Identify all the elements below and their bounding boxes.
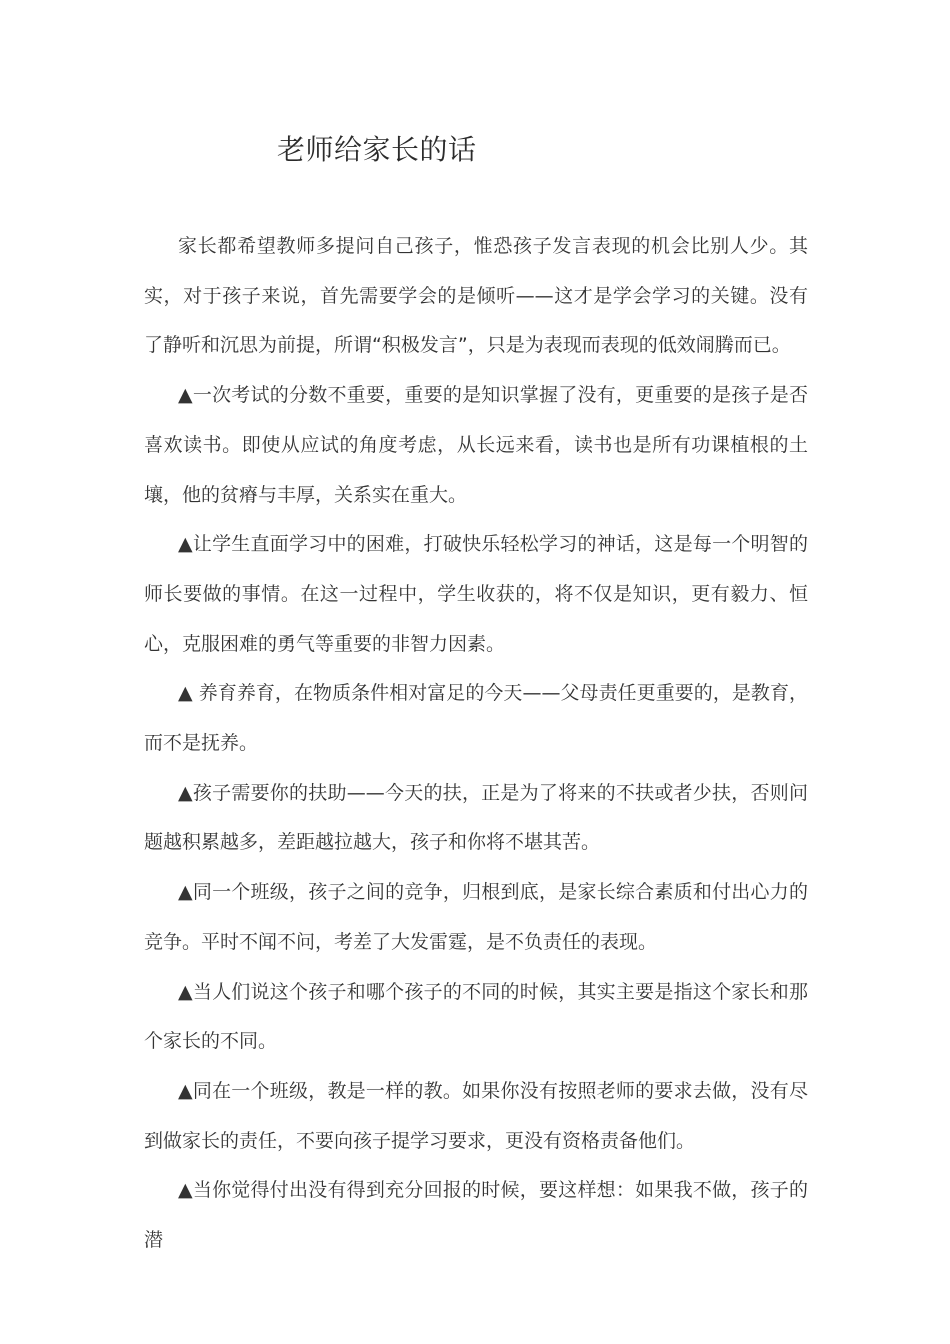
paragraph-2: ▲一次考试的分数不重要，重要的是知识掌握了没有，更重要的是孩子是否喜欢读书。即使从应试的角度考虑，从长远来看，读书也是所有功课植根的土壤，他的贫瘠与丰厚，关系实在重大。	[144, 384, 808, 506]
document-title: 老师给家长的话	[277, 133, 477, 166]
document-body	[144, 222, 808, 1266]
paragraph-1: 家长都希望教师多提问自己孩子，惟恐孩子发言表现的机会比别人少。其实，对于孩子来说，首先需要学会的是倾听——这才是学会学习的关键。没有了静听和沉思为前提，所谓“积极发言”，只是为表现而表现的低效闹腾而已。	[144, 235, 808, 357]
paragraph-4: ▲ 养育养育，在物质条件相对富足的今天——父母责任更重要的，是教育，而不是抚养。	[144, 682, 808, 755]
paragraph-7: ▲当人们说这个孩子和哪个孩子的不同的时候，其实主要是指这个家长和那个家长的不同。	[144, 980, 808, 1053]
paragraph-5: ▲孩子需要你的扶助——今天的扶，正是为了将来的不扶或者少扶，否则问题越积累越多，差距越拉越大，孩子和你将不堪其苦。	[144, 781, 808, 854]
paragraph-6: ▲同一个班级，孩子之间的竞争，归根到底，是家长综合素质和付出心力的竞争。平时不闻不问，考差了大发雷霆，是不负责任的表现。	[144, 881, 808, 953]
paragraph-8: ▲同在一个班级，教是一样的教。如果你没有按照老师的要求去做，没有尽到做家长的责任，不要向孩子提学习要求，更没有资格责备他们。	[144, 1079, 808, 1152]
paragraph-9: ▲当你觉得付出没有得到充分回报的时候，要这样想：如果我不做，孩子的潜	[144, 1179, 808, 1252]
paragraph-3: ▲让学生直面学习中的困难，打破快乐轻松学习的神话，这是每一个明智的师长要做的事情。在这一过程中，学生收获的，将不仅是知识，更有毅力、恒心，克服困难的勇气等重要的非智力因素。	[144, 533, 808, 655]
